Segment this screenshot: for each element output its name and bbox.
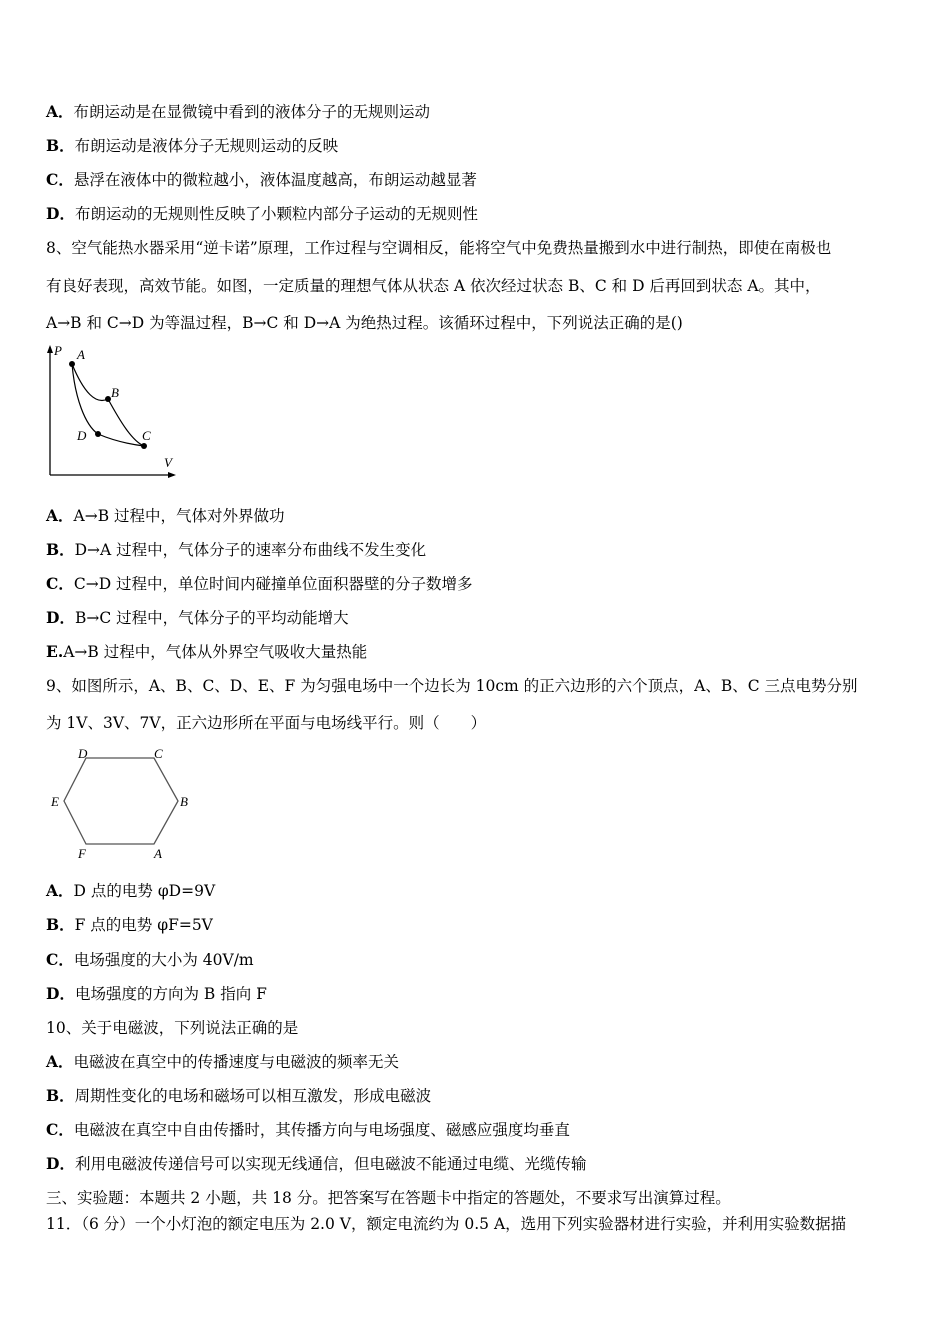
pv-label-c: C [142,428,151,443]
q9-option-a: A．D 点的电势 φD=9V [46,881,216,900]
q8-option-d: D．B→C 过程中，气体分子的平均动能增大 [46,608,349,627]
q9-option-b: B．F 点的电势 φF=5V [46,915,213,934]
q11-stem: 11．（6 分）一个小灯泡的额定电压为 2.0 V，额定电流约为 0.5 A，选用下列实验器材进行实验，并利用实验数据描 [46,1215,847,1233]
hex-label-c: C [154,746,163,761]
q9-stem-line-2: 为 1V、3V、7V，正六边形所在平面与电场线平行。则（ ） [46,714,487,732]
hex-label-d: D [78,746,88,761]
q9-stem-line-1: 9、如图所示，A、B、C、D、E、F 为匀强电场中一个边长为 10cm 的正六边形的六个顶点，A、B、C 三点电势分别 [46,677,858,695]
q8-option-e: E.A→B 过程中，气体从外界空气吸收大量热能 [46,642,368,661]
hex-label-e: E [51,794,59,809]
q8-stem-line-3: A→B 和 C→D 为等温过程，B→C 和 D→A 为绝热过程。该循环过程中，下列说法正确的是() [46,314,683,332]
q7-option-d: D．布朗运动的无规则性反映了小颗粒内部分子运动的无规则性 [46,204,478,223]
hex-label-f: F [78,846,86,861]
q8-stem-line-1: 8、空气能热水器采用“逆卡诺”原理，工作过程与空调相反，能将空气中免费热量搬到水中进行制热，即使在南极也 [46,239,832,257]
q9-option-d: D．电场强度的方向为 B 指向 F [46,984,267,1003]
q7-option-c: C．悬浮在液体中的微粒越小，液体温度越高，布朗运动越显著 [46,170,477,189]
pv-diagram [40,343,180,483]
pv-axis-p: P [54,343,62,358]
pv-label-b: B [111,385,119,400]
q8-option-b: B．D→A 过程中，气体分子的速率分布曲线不发生变化 [46,540,427,559]
hex-label-b: B [180,794,188,809]
q10-option-d: D．利用电磁波传递信号可以实现无线通信，但电磁波不能通过电缆、光缆传输 [46,1154,587,1173]
q9-option-c: C．电场强度的大小为 40V/m [46,950,254,969]
pv-label-a: A [77,347,85,362]
pv-label-d: D [77,428,87,443]
q8-stem-line-2: 有良好表现，高效节能。如图，一定质量的理想气体从状态 A 依次经过状态 B、C 和 D 后再回到状态 A。其中， [46,277,821,295]
q7-option-a: A．布朗运动是在显微镜中看到的液体分子的无规则运动 [46,102,431,121]
q8-option-c: C．C→D 过程中，单位时间内碰撞单位面积器壁的分子数增多 [46,574,473,593]
q8-option-a: A．A→B 过程中，气体对外界做功 [46,506,285,525]
q10-option-b: B．周期性变化的电场和磁场可以相互激发，形成电磁波 [46,1086,432,1105]
q10-option-c: C．电磁波在真空中自由传播时，其传播方向与电场强度、磁感应强度均垂直 [46,1120,570,1139]
q10-stem: 10、关于电磁波，下列说法正确的是 [46,1019,299,1037]
hex-label-a: A [154,846,162,861]
pv-axis-v: V [164,455,172,470]
q7-option-b: B．布朗运动是液体分子无规则运动的反映 [46,136,339,155]
q10-option-a: A．电磁波在真空中的传播速度与电磁波的频率无关 [46,1052,400,1071]
hexagon-diagram [46,744,196,866]
section-3-heading: 三、实验题：本题共 2 小题，共 18 分。把答案写在答题卡中指定的答题处，不要求写出演算过程。 [46,1189,731,1207]
